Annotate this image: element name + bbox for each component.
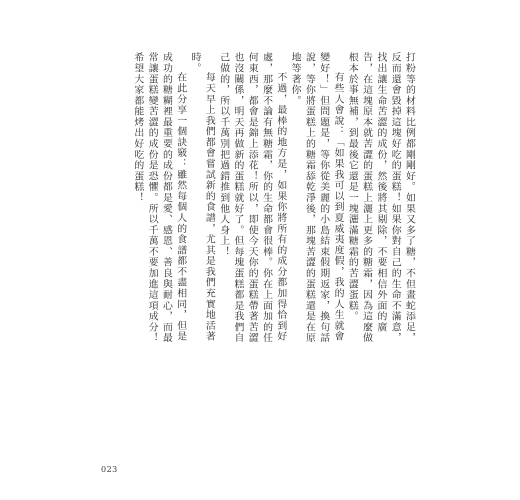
vertical-body-text	[130, 52, 416, 344]
paragraph-3: 不過，最棒的地方是，如果你將所有的成分都加得恰到好處，那麼不論有無糖霜，你的生命都會很棒。你在上面加的任何東西，都會是錦上添花！所以，即使今天你的蛋糕帶著苦澀也沒關係，明天再做新的蛋糕就好了。但每塊蛋糕都是我們自己做的，所以千萬別把過錯推到他人身上！	[218, 52, 287, 344]
paragraph-4: 每天早上我們都會嘗試新的食譜，尤其是我們充實地活著時。	[189, 52, 215, 342]
paragraph-5: 在此分享一個訣竅：雖然每個人的食譜都不盡相同，但是成功的糖糊裡最重要的成份都是愛、感恩、善良與耐心，而最常讓蛋糕變苦澀的成份是恐懼。所以千萬不要加進這項成分！希望大家都能烤出好吃的蛋糕！	[132, 52, 187, 344]
paragraph-1: 打粉等的材料比例都剛剛好。如果又多了糖，不但畫蛇添足，反而還會毀掉這塊好吃的蛋糕！如果你對自己的生命不滿意，找出讓生命苦澀的成份，然後將其剔除，不要相信外面的廣告，在這塊原本就苦澀的蛋糕上灑上更多的糖霜，因為這麼做根本於事無補，到最後它還是一塊灑滿糖霜的苦澀蛋糕。	[346, 52, 415, 344]
page-number: 023	[101, 465, 118, 474]
paragraph-2: 有些人會說：「如果我可以到夏威夷度假，我的人生就會變好！」但問題是，等你從美麗的小島結束假期返家，換句話說，等你將蛋糕上的糖霜舔乾淨後，那塊苦澀的蛋糕還是在原地等著你。	[289, 52, 344, 344]
